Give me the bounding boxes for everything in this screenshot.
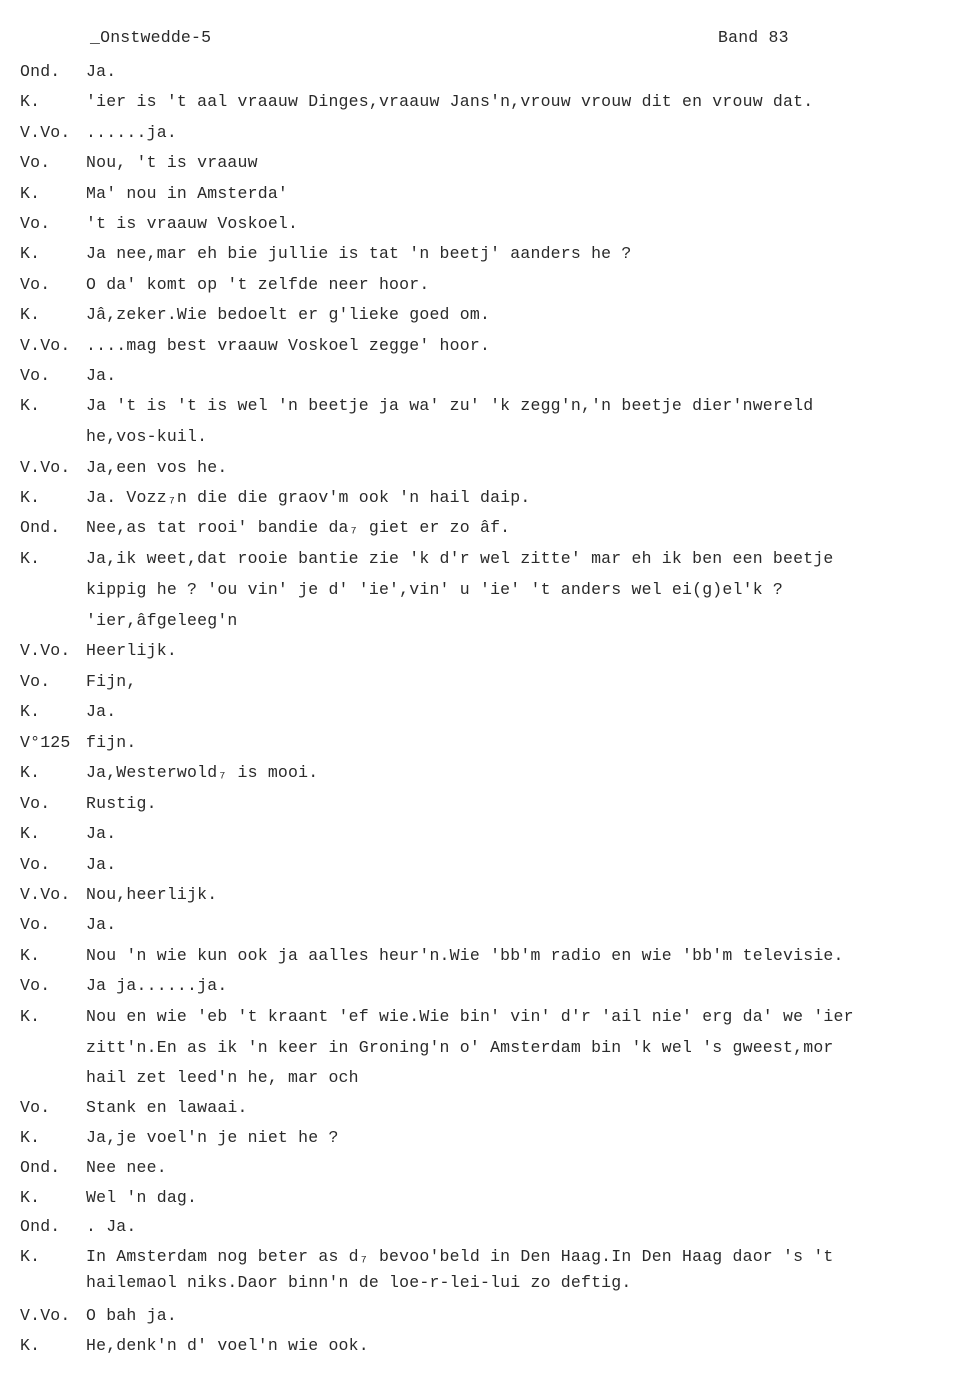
speaker-label: K. — [20, 702, 41, 721]
utterance-text: Jâ,zeker.Wie bedoelt er g'lieke goed om. — [86, 305, 491, 324]
speaker-label: V°125 — [20, 733, 71, 752]
speaker-label: K. — [20, 244, 41, 263]
utterance-text: hailemaol niks.Daor binn'n de loe-r-lei-lui zo deftig. — [86, 1273, 632, 1292]
document-title: _Onstwedde-5 — [90, 28, 212, 47]
utterance-text: he,vos-kuil. — [86, 427, 208, 446]
utterance-text: Ma' nou in Amsterda' — [86, 184, 289, 203]
speaker-label: Ond. — [20, 1217, 61, 1236]
utterance-text: Ja. — [86, 915, 117, 934]
speaker-label: K. — [20, 184, 41, 203]
speaker-label: Ond. — [20, 62, 61, 81]
speaker-label: K. — [20, 549, 41, 568]
utterance-text: Ja. — [86, 62, 117, 81]
speaker-label: K. — [20, 1247, 41, 1266]
speaker-label: K. — [20, 824, 41, 843]
speaker-label: V.Vo. — [20, 885, 71, 904]
speaker-label: V.Vo. — [20, 123, 71, 142]
utterance-text: fijn. — [86, 733, 137, 752]
utterance-text: Nou 'n wie kun ook ja aalles heur'n.Wie 'bb'm radio en wie 'bb'm televisie. — [86, 946, 844, 965]
utterance-text: In Amsterdam nog beter as d₇ bevoo'beld in Den Haag.In Den Haag daor 's 't — [86, 1247, 834, 1266]
utterance-text: Ja ja......ja. — [86, 976, 228, 995]
speaker-label: Vo. — [20, 153, 51, 172]
band-number: Band 83 — [718, 28, 789, 47]
utterance-text: Ja,een vos he. — [86, 458, 228, 477]
utterance-text: Ja,je voel'n je niet he ? — [86, 1128, 339, 1147]
speaker-label: Vo. — [20, 855, 51, 874]
speaker-label: V.Vo. — [20, 336, 71, 355]
utterance-text: ....mag best vraauw Voskoel zegge' hoor. — [86, 336, 491, 355]
utterance-text: Nee,as tat rooi' bandie da₇ giet er zo âf. — [86, 518, 511, 537]
speaker-label: Ond. — [20, 518, 61, 537]
speaker-label: K. — [20, 488, 41, 507]
utterance-text: Ja,ik weet,dat rooie bantie zie 'k d'r wel zitte' mar eh ik ben een beetje — [86, 549, 834, 568]
speaker-label: Vo. — [20, 794, 51, 813]
speaker-label: K. — [20, 1336, 41, 1355]
utterance-text: zitt'n.En as ik 'n keer in Groning'n o' Amsterdam bin 'k wel 's gweest,mor — [86, 1038, 834, 1057]
utterance-text: Nou, 't is vraauw — [86, 153, 258, 172]
speaker-label: Vo. — [20, 976, 51, 995]
speaker-label: Ond. — [20, 1158, 61, 1177]
utterance-text: Ja,Westerwold₇ is mooi. — [86, 763, 319, 782]
utterance-text: O bah ja. — [86, 1306, 177, 1325]
utterance-text: Rustig. — [86, 794, 157, 813]
speaker-label: V.Vo. — [20, 641, 71, 660]
speaker-label: Vo. — [20, 214, 51, 233]
utterance-text: Heerlijk. — [86, 641, 177, 660]
utterance-text: Nee nee. — [86, 1158, 167, 1177]
speaker-label: Vo. — [20, 915, 51, 934]
utterance-text: kippig he ? 'ou vin' je d' 'ie',vin' u 'ie' 't anders wel ei(g)el'k ? — [86, 580, 784, 599]
speaker-label: K. — [20, 763, 41, 782]
utterance-text: He,denk'n d' voel'n wie ook. — [86, 1336, 369, 1355]
utterance-text: Ja. Vozz₇n die die graov'm ook 'n hail daip. — [86, 488, 531, 507]
speaker-label: K. — [20, 1128, 41, 1147]
speaker-label: Vo. — [20, 1098, 51, 1117]
speaker-label: K. — [20, 946, 41, 965]
speaker-label: K. — [20, 305, 41, 324]
utterance-text: Nou,heerlijk. — [86, 885, 218, 904]
speaker-label: V.Vo. — [20, 458, 71, 477]
utterance-text: . Ja. — [86, 1217, 137, 1236]
utterance-text: Ja 't is 't is wel 'n beetje ja wa' zu' 'k zegg'n,'n beetje dier'nwereld — [86, 396, 814, 415]
speaker-label: K. — [20, 396, 41, 415]
utterance-text: Ja. — [86, 702, 117, 721]
utterance-text: Fijn, — [86, 672, 137, 691]
utterance-text: Ja. — [86, 366, 117, 385]
utterance-text: Ja. — [86, 855, 117, 874]
speaker-label: K. — [20, 1007, 41, 1026]
utterance-text: 't is vraauw Voskoel. — [86, 214, 299, 233]
speaker-label: K. — [20, 1188, 41, 1207]
utterance-text: Ja nee,mar eh bie jullie is tat 'n beetj' aanders he ? — [86, 244, 632, 263]
utterance-text: Stank en lawaai. — [86, 1098, 248, 1117]
speaker-label: Vo. — [20, 672, 51, 691]
utterance-text: hail zet leed'n he, mar och — [86, 1068, 359, 1087]
utterance-text: Wel 'n dag. — [86, 1188, 198, 1207]
utterance-text: Nou en wie 'eb 't kraant 'ef wie.Wie bin' vin' d'r 'ail nie' erg da' we 'ier — [86, 1007, 854, 1026]
utterance-text: ......ja. — [86, 123, 177, 142]
speaker-label: Vo. — [20, 366, 51, 385]
speaker-label: Vo. — [20, 275, 51, 294]
utterance-text: 'ier is 't aal vraauw Dinges,vraauw Jans'n,vrouw vrouw dit en vrouw dat. — [86, 92, 814, 111]
utterance-text: 'ier,âfgeleeg'n — [86, 611, 238, 630]
speaker-label: V.Vo. — [20, 1306, 71, 1325]
speaker-label: K. — [20, 92, 41, 111]
utterance-text: Ja. — [86, 824, 117, 843]
utterance-text: O da' komt op 't zelfde neer hoor. — [86, 275, 430, 294]
